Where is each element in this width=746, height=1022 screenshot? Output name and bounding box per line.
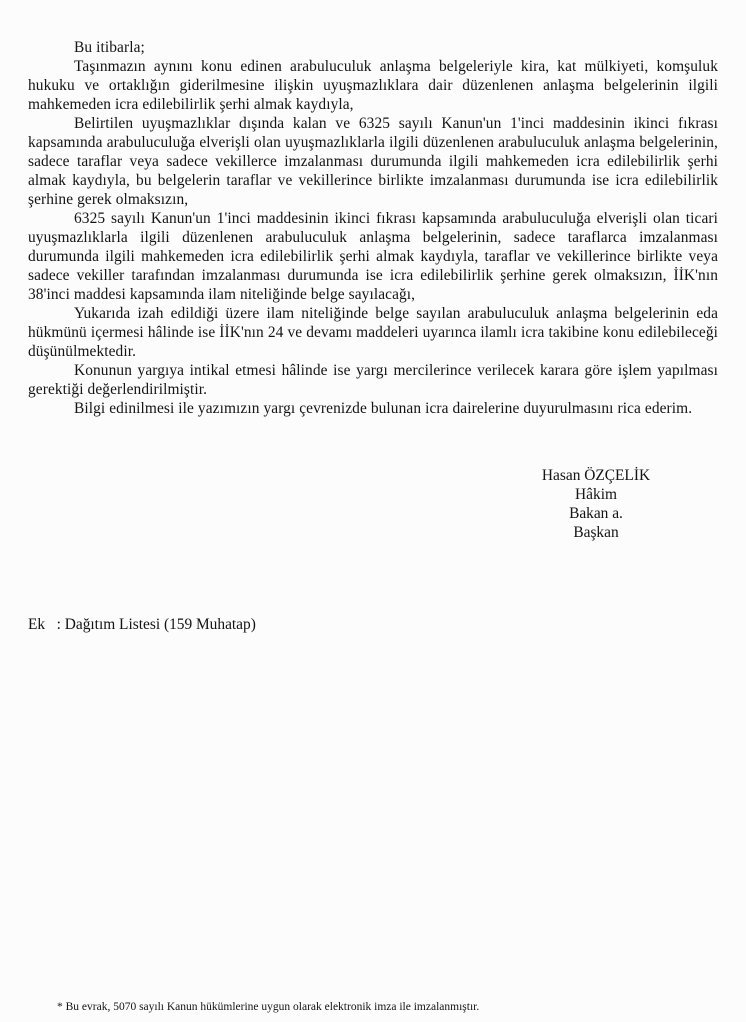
paragraph-other-disputes: Belirtilen uyuşmazlıklar dışında kalan ve 6325 sayılı Kanun'un 1'inci maddesinin ikinci fıkrası kapsamında arabuluculuğa elverişli olan uyuşmazlıklarla ilgili düzenlenen arabuluculuk anlaşma belgelerinin, sadece taraflar veya sadece vekillerce imzalanması durumunda ilgili mahkemeden icra edilebilirlik şerhi almak kaydıyla, bu belgelerin taraflar ve vekillerince birlikte imzalanması durumunda ise icra edilebilirlik şerhine gerek olmaksızın,	[28, 115, 718, 208]
paragraph-commercial-disputes: 6325 sayılı Kanun'un 1'inci maddesinin ikinci fıkrası kapsamında arabuluculuğa elverişli olan ticari uyuşmazlıklarla ilgili düzenlenen arabuluculuk anlaşma belgelerinin, sadece taraflarca imzalanması durumunda ilgili mahkemeden icra edilebilirlik şerhi almak kaydıyla, taraflar ve vekillerince birlikte veya sadece vekiller tarafından imzalanması durumunda ise icra edilebilirlik şerhine gerek olmaksızın, İİK'nın 38'inci maddesi kapsamında ilam niteliğinde belge sayılacağı,	[28, 210, 718, 303]
signatory-on-behalf: Bakan a.	[569, 505, 623, 522]
paragraph-enforcement-conclusion: Yukarıda izah edildiği üzere ilam niteliğinde belge sayılan arabuluculuk anlaşma belgelerinin eda hükmünü içermesi hâlinde ise İİK'nın 24 ve devamı maddeleri uyarınca ilamlı icra takibine konu edilebileceği düşünülmektedir.	[28, 305, 718, 360]
attachment-line: Ek : Dağıtım Listesi (159 Muhatap)	[28, 616, 256, 633]
paragraph-closing-request: Bilgi edinilmesi ile yazımızın yargı çevrenizde bulunan icra dairelerine duyurulmasını rica ederim.	[74, 400, 693, 417]
signatory-role: Başkan	[573, 524, 619, 541]
signature-block	[496, 466, 696, 542]
electronic-signature-note: * Bu evrak, 5070 sayılı Kanun hükümlerine uygun olarak elektronik imza ile imzalanmıştır.	[57, 1001, 480, 1013]
paragraph-intro: Bu itibarla;	[74, 39, 145, 56]
paragraph-judicial-review: Konunun yargıya intikal etmesi hâlinde ise yargı mercilerince verilecek karara göre işlem yapılması gerektiği değerlendirilmiştir.	[28, 362, 718, 398]
signatory-name: Hasan ÖZÇELİK	[541, 467, 651, 484]
paragraph-real-property-disputes: Taşınmazın aynını konu edinen arabuluculuk anlaşma belgeleriyle kira, kat mülkiyeti, komşuluk hukuku ve ortaklığın giderilmesine ilişkin uyuşmazlıklara dair düzenlenen anlaşma belgelerinin ilgili mahkemeden icra edilebilirlik şerhi almak kaydıyla,	[28, 58, 718, 113]
signatory-title: Hâkim	[575, 486, 617, 503]
letter-body	[28, 38, 718, 418]
